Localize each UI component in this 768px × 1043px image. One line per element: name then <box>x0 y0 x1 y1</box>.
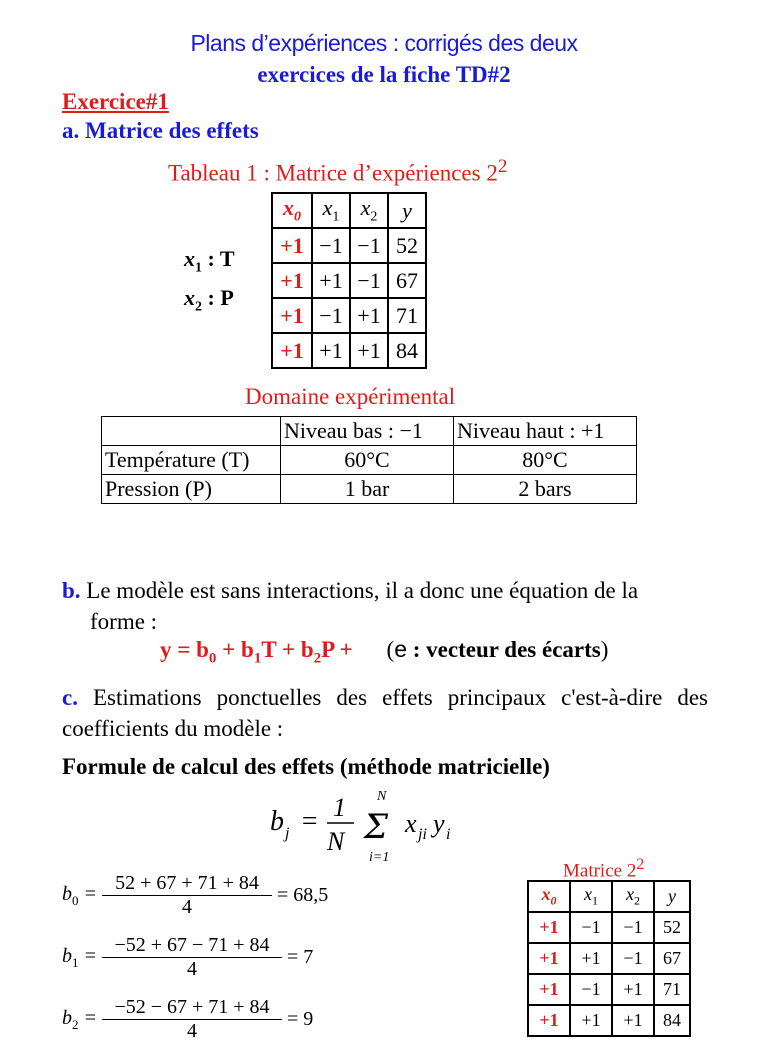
factor-name: Pression (P) <box>102 475 281 504</box>
cell: 67 <box>654 943 690 974</box>
header-x0: $x_0$ <box>272 193 312 228</box>
calc-b1-numerator: −52 + 67 − 71 + 84 <box>102 934 282 958</box>
cell: 52 <box>388 228 426 263</box>
header-x2: $x_2$ <box>612 881 654 912</box>
equation-note: : vecteur des écarts <box>407 637 601 662</box>
section-c-text: Estimations ponctuelles des effets principaux c'est-à-dire des coefficients du modèle : <box>62 685 708 741</box>
domain-table-container <box>101 416 637 504</box>
calc-b0: $b_0$ = $\frac{52 + 67 + 71 + 84}{4}$ = 68,5 <box>62 872 329 918</box>
table-header-row <box>528 881 690 912</box>
cell: 52 <box>654 912 690 943</box>
header-low-level: Niveau bas : −1 <box>281 417 454 446</box>
table-row <box>272 298 426 333</box>
svg-text:j: j <box>285 825 290 842</box>
cell: +1 <box>528 912 570 943</box>
cell: +1 <box>570 943 612 974</box>
cell: 71 <box>654 974 690 1005</box>
table-row <box>272 263 426 298</box>
table1-container <box>271 192 427 369</box>
cell: +1 <box>528 943 570 974</box>
table1-caption: Tableau 1 : Matrice d’expériences $2^2$ <box>168 156 508 186</box>
high-value: 2 bars <box>454 475 637 504</box>
doc-title-line1: Plans d’expériences : corrigés des deux <box>190 30 578 56</box>
effects-matrix-table <box>271 192 427 369</box>
matrix2-table <box>527 880 691 1037</box>
formula-title: Formule de calcul des effets (méthode matricielle) <box>62 754 550 779</box>
table-row <box>528 912 690 943</box>
table-row <box>528 943 690 974</box>
variable-definitions <box>184 244 235 323</box>
empty-header-cell <box>102 417 281 446</box>
table-row <box>528 1005 690 1036</box>
cell: −1 <box>350 228 388 263</box>
cell: −1 <box>312 228 350 263</box>
calc-b1-result: = 7 <box>287 946 314 968</box>
equation-text: $y = b_0 + b_1T + b_2P$ + <box>160 637 353 667</box>
svg-text:N: N <box>377 789 387 804</box>
cell: +1 <box>272 333 312 368</box>
cell: +1 <box>570 1005 612 1036</box>
svg-text:x: x <box>405 809 417 838</box>
table-row <box>102 446 637 475</box>
svg-text:ji: ji <box>418 826 427 843</box>
cell: +1 <box>528 1005 570 1036</box>
cell: +1 <box>612 974 654 1005</box>
section-b-label: b. <box>62 578 81 603</box>
svg-text:N: N <box>327 827 345 856</box>
section-b-paragraph <box>62 575 712 637</box>
svg-text:b: b <box>270 806 284 837</box>
calc-b2-result: = 9 <box>287 1008 314 1030</box>
cell: 67 <box>388 263 426 298</box>
cell: −1 <box>612 943 654 974</box>
experimental-domain-table <box>101 416 637 504</box>
calc-b0-result: = 68,5 <box>277 884 329 906</box>
table-row <box>102 475 637 504</box>
effects-formula-svg <box>270 786 480 866</box>
svg-text:y: y <box>433 809 445 838</box>
cell: +1 <box>272 228 312 263</box>
header-y: y <box>654 881 690 912</box>
table-row <box>272 333 426 368</box>
epsilon-symbol: e <box>394 636 407 662</box>
svg-text:1: 1 <box>333 793 346 822</box>
matrix2-caption: Matrice $2^2$ <box>563 856 645 882</box>
domain-caption: Domaine expérimental <box>245 384 456 409</box>
header-y: y <box>388 193 426 228</box>
table-header-row <box>102 417 637 446</box>
section-a-heading: a. Matrice des effets <box>62 118 259 143</box>
svg-text:Σ: Σ <box>364 807 389 847</box>
calc-b1-denominator: 4 <box>187 958 197 980</box>
header-x2: $x_2$ <box>350 193 388 228</box>
cell: −1 <box>570 912 612 943</box>
cell: 71 <box>388 298 426 333</box>
low-value: 60°C <box>281 446 454 475</box>
section-b-text1: Le modèle est sans interactions, il a donc une équation de la <box>80 578 639 603</box>
calc-b0-denominator: 4 <box>182 896 192 918</box>
header-x0: $x_0$ <box>528 881 570 912</box>
table-header-row <box>272 193 426 228</box>
exercise-heading: Exercice#1 <box>62 89 169 114</box>
section-c-label: c. <box>62 685 78 710</box>
cell: −1 <box>612 912 654 943</box>
table-row <box>528 974 690 1005</box>
svg-text:i: i <box>446 826 451 843</box>
cell: +1 <box>312 333 350 368</box>
cell: +1 <box>312 263 350 298</box>
cell: +1 <box>350 298 388 333</box>
calc-b2-denominator: 4 <box>187 1020 197 1042</box>
table2-container <box>527 880 691 1037</box>
model-equation: $y = b_0 + b_1T + b_2P + (e$ : vecteur des écarts) <box>160 636 609 667</box>
svg-text:=: = <box>300 806 319 837</box>
header-high-level: Niveau haut : +1 <box>454 417 637 446</box>
effects-formula <box>270 786 480 873</box>
cell: +1 <box>350 333 388 368</box>
cell: +1 <box>272 263 312 298</box>
variable-x1: $x_1$ : T <box>184 246 235 276</box>
cell: +1 <box>612 1005 654 1036</box>
table-row <box>272 228 426 263</box>
calc-b2-numerator: −52 − 67 + 71 + 84 <box>102 996 282 1020</box>
section-b-text2: forme : <box>90 609 158 634</box>
cell: 84 <box>654 1005 690 1036</box>
cell: 84 <box>388 333 426 368</box>
variable-x2: $x_2$ : P <box>184 285 234 315</box>
header-x1: $x_1$ <box>312 193 350 228</box>
cell: +1 <box>528 974 570 1005</box>
cell: −1 <box>312 298 350 333</box>
cell: −1 <box>350 263 388 298</box>
high-value: 80°C <box>454 446 637 475</box>
section-c-paragraph <box>62 682 708 744</box>
cell: −1 <box>570 974 612 1005</box>
calc-b2: $b_2$ = $\frac{-52 - 67 + 71 + 84}{4}$ = 9 <box>62 996 314 1042</box>
doc-title-line2: exercices de la fiche TD#2 <box>257 62 511 87</box>
low-value: 1 bar <box>281 475 454 504</box>
header-x1: $x_1$ <box>570 881 612 912</box>
calc-b0-numerator: 52 + 67 + 71 + 84 <box>102 872 272 896</box>
svg-text:i=1: i=1 <box>369 850 390 865</box>
calc-b1: $b_1$ = $\frac{-52 + 67 - 71 + 84}{4}$ = 7 <box>62 934 314 980</box>
cell: +1 <box>272 298 312 333</box>
factor-name: Température (T) <box>102 446 281 475</box>
